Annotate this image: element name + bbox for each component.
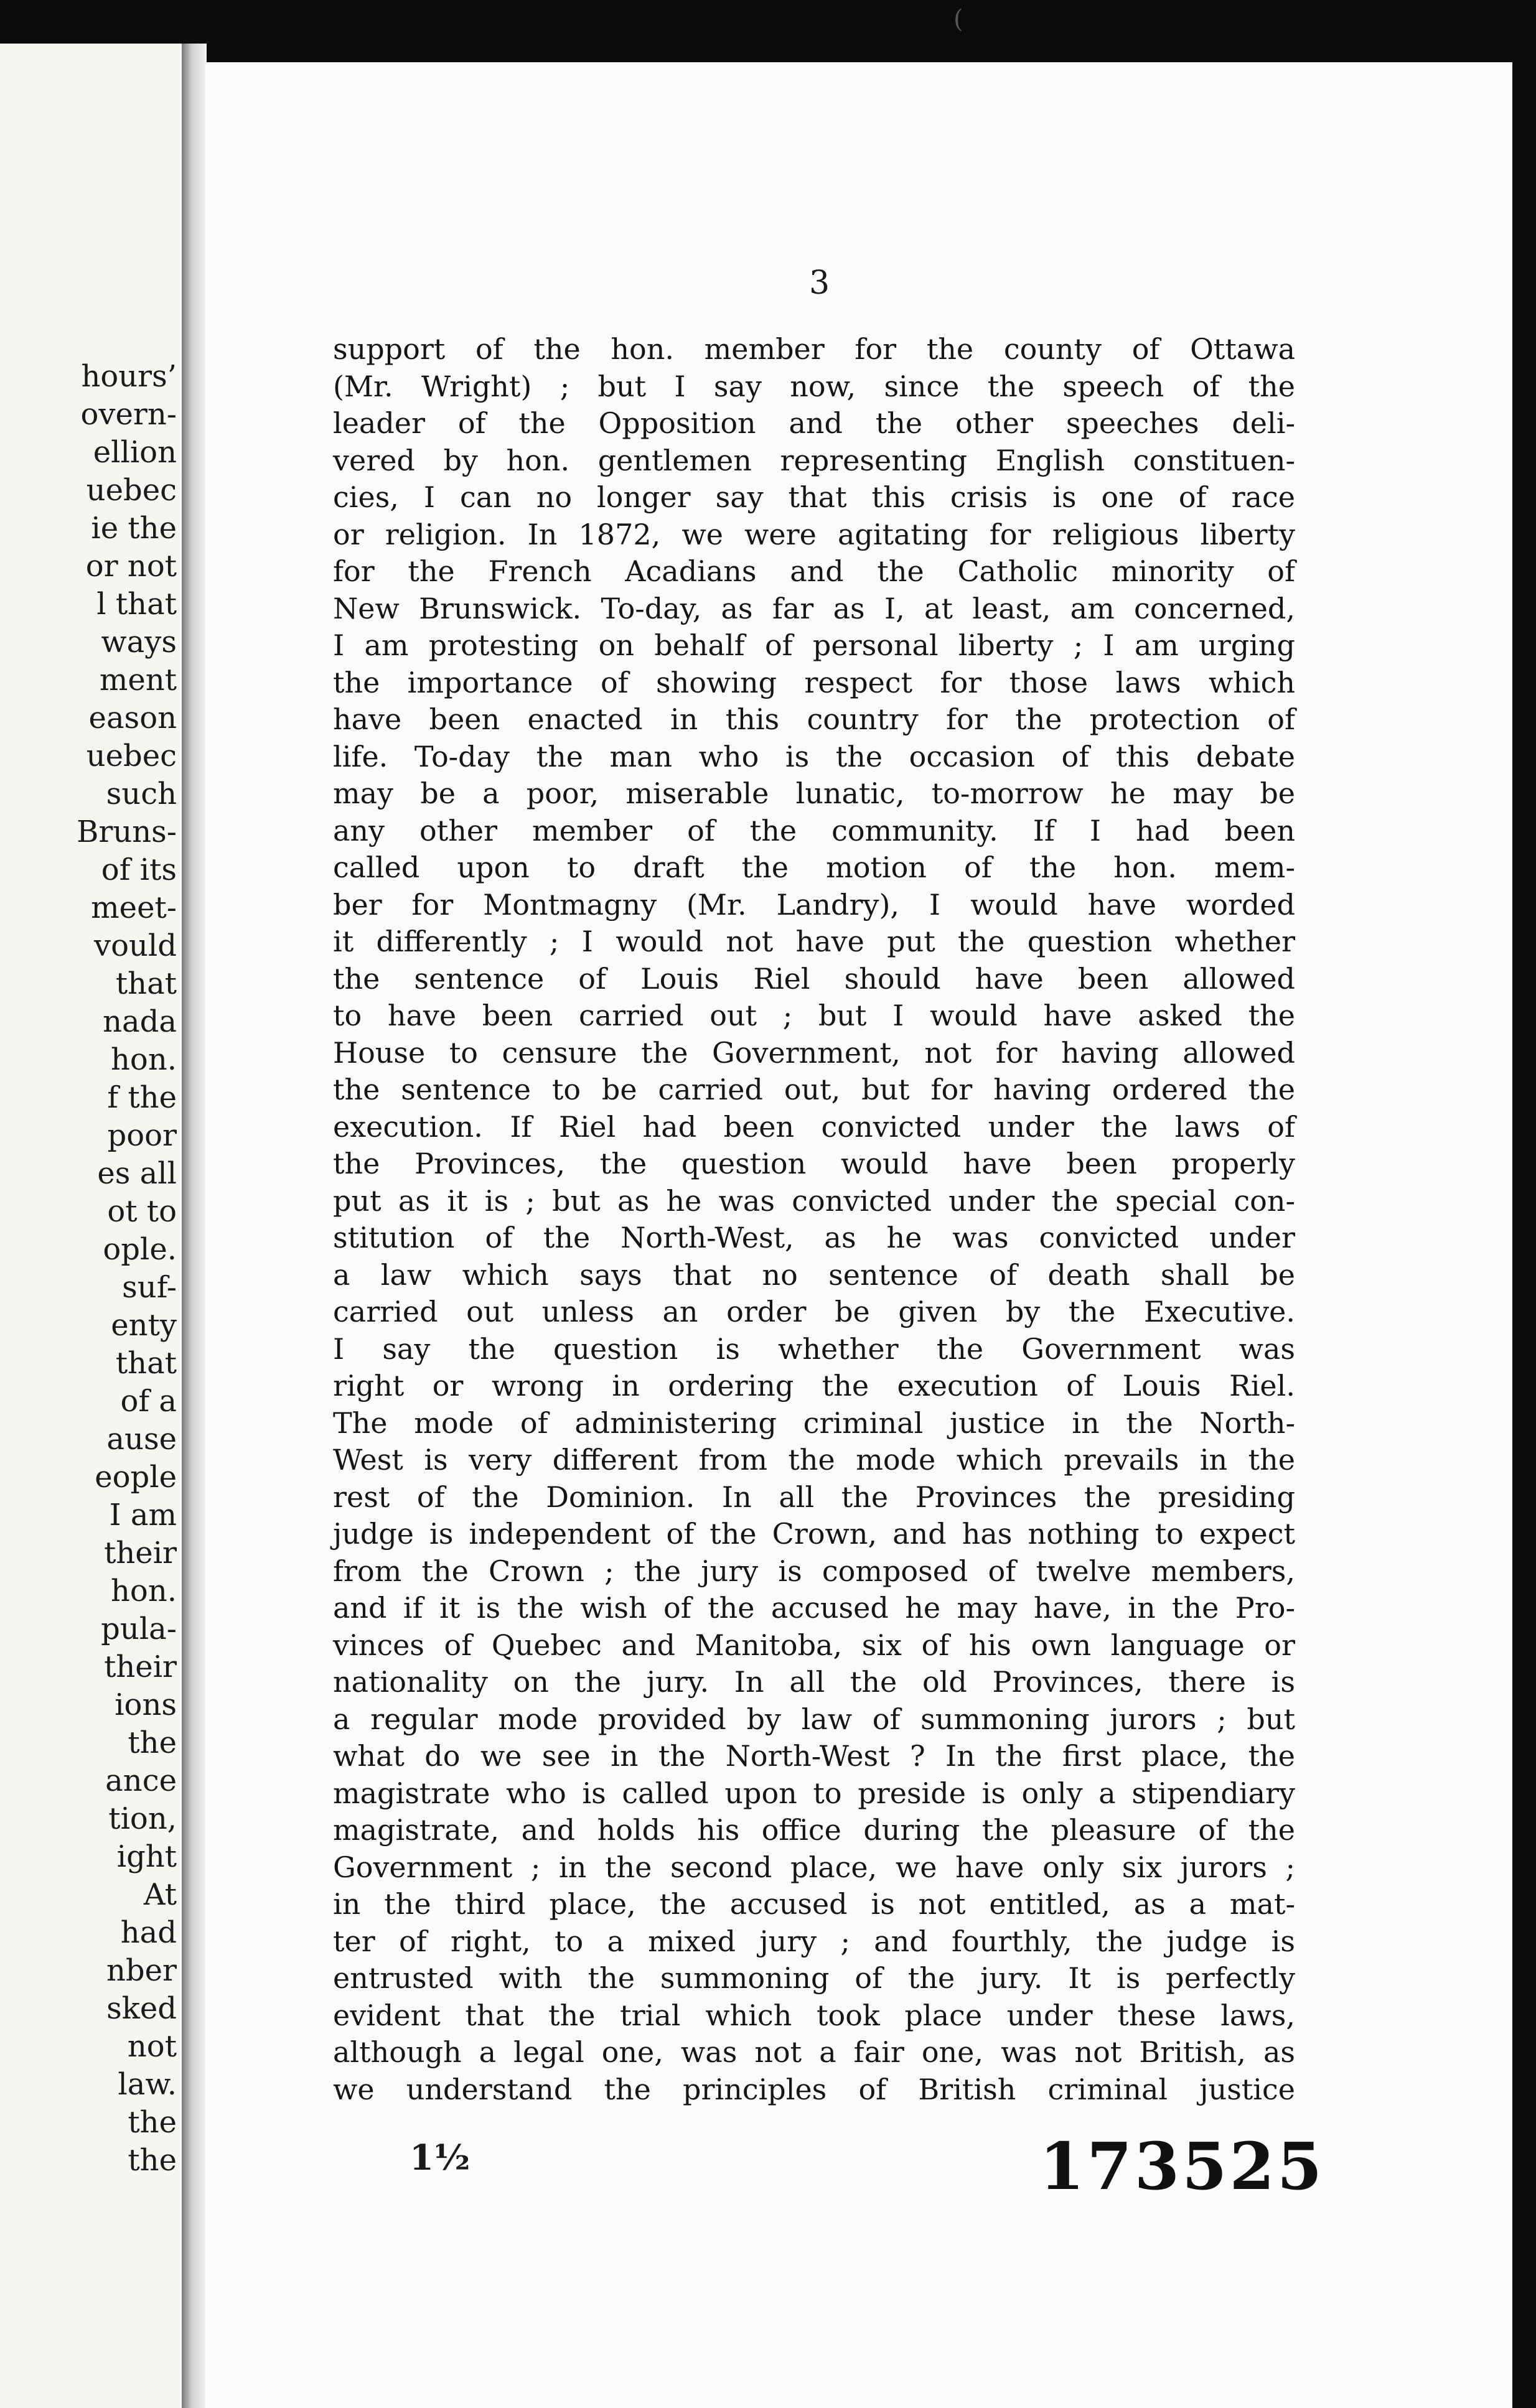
body-line: any other member of the community. If I had been — [333, 813, 1295, 847]
body-line: magistrate who is called upon to preside is only a stipendiary — [333, 1776, 1295, 1810]
left-fragment-line: At — [143, 1877, 177, 1912]
body-line: put as it is ; but as he was convicted under the special con- — [333, 1183, 1295, 1218]
left-fragment-line: law. — [118, 2067, 177, 2102]
body-line: vinces of Quebec and Manitoba, six of his own language or — [333, 1628, 1295, 1662]
body-line: may be a poor, miserable lunatic, to-morrow he may be — [333, 777, 1295, 810]
left-fragment-line: uebec — [86, 473, 177, 508]
left-fragment-line: nber — [106, 1953, 177, 1988]
body-line: or religion. In 1872, we were agitating for religious liberty — [333, 517, 1295, 551]
left-fragment-line: Bruns- — [77, 814, 177, 849]
left-fragment-line: vould — [93, 928, 177, 963]
left-fragment-line: the — [128, 2143, 177, 2178]
left-fragment-line: suf- — [122, 1270, 177, 1305]
body-line: right or wrong in ordering the execution of Louis Riel. — [333, 1369, 1295, 1402]
body-line: I say the question is whether the Government was — [333, 1332, 1295, 1366]
left-fragment-line: of its — [101, 852, 177, 887]
body-line: from the Crown ; the jury is composed of twelve members, — [333, 1554, 1295, 1588]
left-fragment-line: eople — [95, 1460, 177, 1495]
body-line: nationality on the jury. In all the old Provinces, there is — [333, 1665, 1295, 1699]
body-line: it differently ; I would not have put the question whether — [333, 925, 1295, 958]
body-line: entrusted with the summoning of the jury. It is perfectly — [333, 1961, 1295, 1995]
left-page-text-fragments — [77, 358, 177, 2180]
left-fragment-line: ight — [116, 1839, 177, 1874]
body-line: the importance of showing respect for those laws which — [333, 665, 1295, 699]
left-fragment-line: ause — [106, 1422, 177, 1457]
body-line: execution. If Riel had been convicted under the laws of — [333, 1109, 1295, 1144]
body-line: we understand the principles of British criminal justice — [333, 2072, 1295, 2106]
left-fragment-line: enty — [111, 1308, 177, 1343]
body-line: ter of right, to a mixed jury ; and fourthly, the judge is — [333, 1924, 1295, 1958]
left-fragment-line: that — [115, 1346, 177, 1381]
body-line: New Brunswick. To-day, as far as I, at least, am concerned, — [333, 591, 1295, 625]
left-fragment-line: hon. — [111, 1574, 177, 1608]
body-line: I am protesting on behalf of personal liberty ; I am urging — [333, 628, 1295, 662]
body-line: rest of the Dominion. In all the Provinces the presiding — [333, 1480, 1295, 1514]
left-fragment-line: had — [120, 1915, 177, 1950]
left-fragment-line: ie the — [91, 511, 177, 546]
body-line: for the French Acadians and the Catholic minority of — [333, 554, 1295, 588]
left-fragment-line: tion, — [108, 1801, 177, 1836]
left-fragment-line: ance — [105, 1763, 177, 1798]
left-fragment-line: meet- — [91, 890, 177, 925]
left-fragment-line: hon. — [111, 1042, 177, 1077]
left-fragment-line: overn- — [80, 397, 177, 432]
left-fragment-line: eason — [88, 701, 177, 735]
left-fragment-line: of a — [120, 1384, 177, 1419]
left-fragment-line: nada — [103, 1004, 177, 1039]
left-fragment-line: ment — [99, 663, 177, 698]
body-line: although a legal one, was not a fair one, was not British, as — [333, 2035, 1295, 2069]
body-line: to have been carried out ; but I would have asked the — [333, 999, 1295, 1032]
left-fragment-line: ot to — [107, 1194, 177, 1229]
book-gutter — [182, 44, 207, 2408]
body-line: Government ; in the second place, we have only six jurors ; — [333, 1850, 1295, 1884]
body-line: House to censure the Government, not for having allowed — [333, 1035, 1295, 1070]
left-fragment-line: pula- — [101, 1612, 177, 1646]
catalog-number: 173525 — [1039, 2128, 1325, 2205]
body-line: (Mr. Wright) ; but I say now, since the speech of the — [333, 369, 1295, 403]
body-line: carried out unless an order be given by the Executive. — [333, 1295, 1295, 1328]
body-line: stitution of the North-West, as he was convicted under — [333, 1221, 1295, 1254]
body-line: life. To-day the man who is the occasion of this debate — [333, 739, 1295, 773]
left-fragment-line: or not — [85, 549, 177, 584]
body-line: evident that the trial which took place under these laws, — [333, 1998, 1295, 2032]
left-fragment-line: not — [127, 2029, 177, 2064]
body-text — [333, 331, 1295, 2108]
body-line: the sentence to be carried out, but for having ordered the — [333, 1073, 1295, 1106]
left-fragment-line: uebec — [86, 739, 177, 773]
page-number: 3 — [809, 264, 830, 302]
left-fragment-line: their — [104, 1536, 177, 1570]
body-line: a regular mode provided by law of summoning jurors ; but — [333, 1702, 1295, 1736]
left-fragment-line: ople. — [103, 1232, 177, 1267]
body-line: ber for Montmagny (Mr. Landry), I would have worded — [333, 887, 1295, 922]
body-line: called upon to draft the motion of the hon. mem- — [333, 851, 1295, 884]
left-fragment-line: ellion — [93, 435, 177, 470]
left-fragment-line: ways — [101, 625, 177, 660]
body-line: support of the hon. member for the county of Ottawa — [333, 332, 1295, 366]
body-line: cies, I can no longer say that this crisis is one of race — [333, 480, 1295, 514]
left-fragment-line: l that — [96, 587, 177, 622]
body-line: magistrate, and holds his office during the pleasure of the — [333, 1813, 1295, 1847]
left-fragment-line: poor — [107, 1118, 177, 1153]
left-fragment-line: es all — [97, 1156, 177, 1191]
body-line: a law which says that no sentence of death shall be — [333, 1258, 1295, 1292]
left-fragment-line: ions — [115, 1687, 177, 1722]
body-line: leader of the Opposition and the other speeches deli- — [333, 406, 1295, 440]
scan-edge-mark: ( — [953, 5, 963, 34]
signature-mark: 1½ — [410, 2137, 471, 2178]
left-fragment-line: such — [106, 777, 177, 811]
left-fragment-line: that — [115, 966, 177, 1001]
body-line: and if it is the wish of the accused he may have, in the Pro- — [333, 1591, 1295, 1625]
body-line: the sentence of Louis Riel should have been allowed — [333, 961, 1295, 996]
left-fragment-line: the — [128, 2105, 177, 2140]
body-line: The mode of administering criminal justice in the North- — [333, 1406, 1295, 1440]
body-line: in the third place, the accused is not entitled, as a mat- — [333, 1887, 1295, 1921]
left-fragment-line: hours’ — [81, 359, 177, 394]
body-line: have been enacted in this country for the protection of — [333, 702, 1295, 736]
body-line: vered by hon. gentlemen representing English constituen- — [333, 443, 1295, 477]
left-fragment-line: their — [104, 1650, 177, 1684]
body-line: West is very different from the mode which prevails in the — [333, 1443, 1295, 1477]
body-line: what do we see in the North-West ? In the first place, the — [333, 1739, 1295, 1773]
body-line: the Provinces, the question would have been properly — [333, 1147, 1295, 1180]
left-fragment-line: f the — [107, 1080, 177, 1115]
body-line: judge is independent of the Crown, and has nothing to expect — [333, 1517, 1295, 1551]
left-fragment-line: sked — [106, 1991, 177, 2026]
left-fragment-line: I am — [109, 1498, 177, 1533]
left-facing-page — [0, 44, 182, 2408]
left-fragment-line: the — [128, 1725, 177, 1760]
